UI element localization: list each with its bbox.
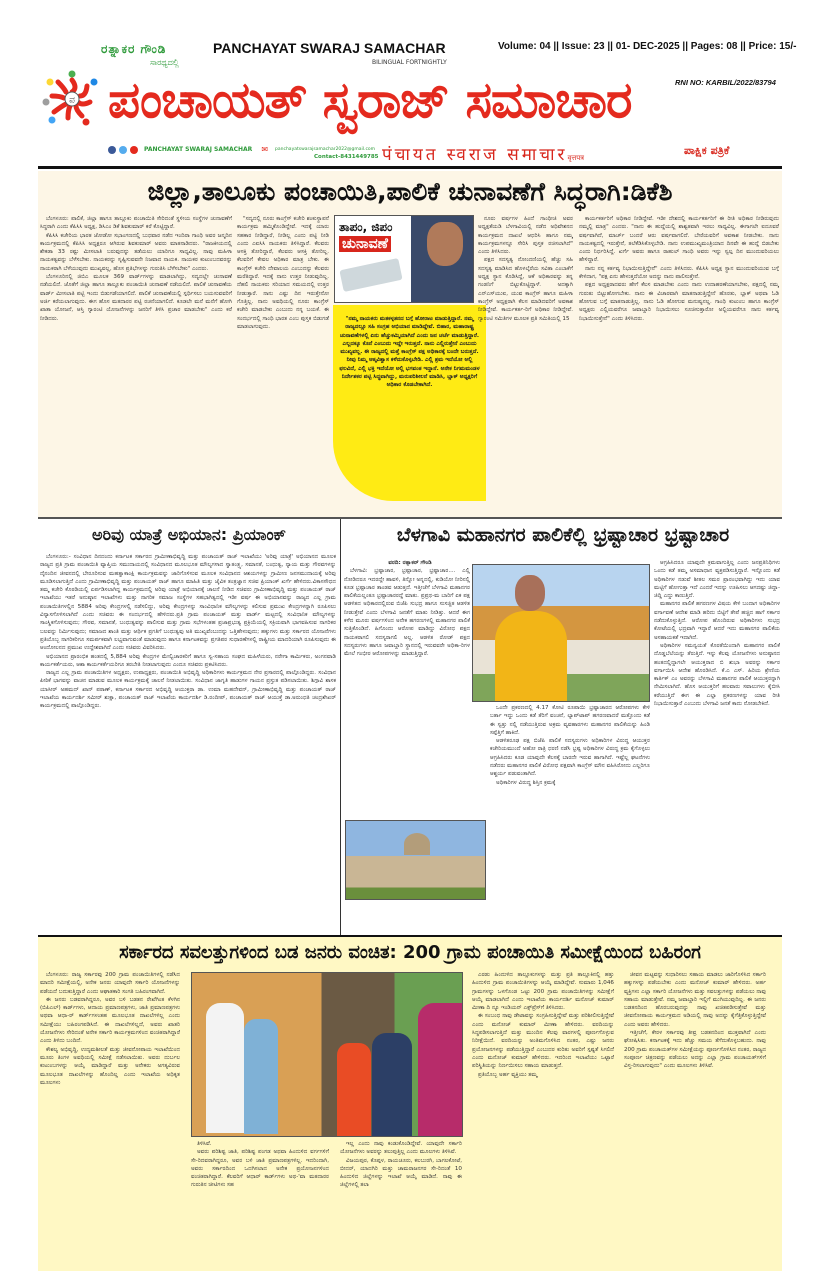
youtube-icon[interactable] xyxy=(130,146,138,154)
corporator-photo xyxy=(472,564,650,702)
email-address[interactable]: panchayatswarajsamachar2022@gmail.com xyxy=(275,147,376,152)
editor-name: ರತ್ನಾಕರ ಗೌಂಡಿ xyxy=(101,42,167,56)
editor-role: ಸಾರಥ್ಯದಲ್ಲಿ xyxy=(150,58,179,67)
dk-shivakumar-photo xyxy=(334,215,474,303)
woman-figure xyxy=(495,575,567,702)
man-pink-shirt xyxy=(418,1003,463,1137)
evm-graphic xyxy=(339,258,402,292)
social-handle: PANCHAYAT SWARAJ SAMACHAR xyxy=(144,146,253,153)
gmail-icon: ✉ xyxy=(261,145,269,154)
person-face xyxy=(427,222,463,266)
photo-caption-bottom: ಚುನಾವಣೆ xyxy=(339,236,391,252)
survey-column-5: ಜೀವನ ಮಟ್ಟವನ್ನು ಸುಧಾರಿಸಲು ಸಹಾಯ ಮಾಡಲು ಜಾರಿಗೊಳಿಸಿದ ಸರ್ಕಾರಿ ಹಕ್ಕುಗಳನ್ನು ಪಡೆಯಬೇಕು ಎಂದು ಮನೋಜ್ ಕುಮಾರ್ ಹೇಳಿದರು. ಅರ್ಹ ವ್ಯಕ್ತಿಗಳು ಎಲ್ಲಾ ಸರ್ಕಾರಿ ಯೋಜನೆಗಳು ಮತ್ತು ಸವಲತ್ತುಗಳನ್ನು ಪಡೆಯಲು ನಾವು ಸಹಾಯ ಮಾಡುತ್ತೇವೆ. ನಮ್ಮ ಜವಾಬ್ದಾರಿ ಇಲ್ಲಿಗೆ ಮುಗಿಯುವುದಿಲ್ಲ. ಈ ಜನರು ಬಡತನದಿಂದ ಹೊರಬರುವುದನ್ನು ನಾವು ಖಚಿತಪಡಿಸುತ್ತೇವೆ ಮತ್ತು ಜೀವನೋಪಾಯ ಕಾರ್ಯಕ್ರಮದ ಅಡಿಯಲ್ಲಿ ನಾವು ಅದನ್ನು ಕೈಗೆತ್ತಿಕೊಳ್ಳುತ್ತಿದ್ದೇವೆ ಎಂದು ಅವರು ಹೇಳಿದರು. ಇತ್ತೀಚೆಗೆ, ಕೇರಳ ಸರ್ಕಾರವು ತೀವ್ರ ಬಡತನದಿಂದ ಮುಕ್ತವಾಗಿದೆ ಎಂದು ಘೋಷಿಸಿತು. ಕರ್ನಾಟಕಕ್ಕೆ ಇದು ಹೆಚ್ಚು ಸಮಯ ತೆಗೆದುಕೊಳ್ಳಬಹುದು. ನಾವು 200 ಗ್ರಾಮ ಪಂಚಾಯತ್‌ಗಳ ಸಮೀಕ್ಷೆಯನ್ನು ಪೂರ್ಣಗೊಳಿಸಿದ ನಂತರ, ರಾಜ್ಯದ ಸಂಪೂರ್ಣ ಚಿತ್ರಣವನ್ನು ಪಡೆಯಲು ಅದನ್ನು ಎಲ್ಲಾ ಗ್ರಾಮ ಪಂಚಾಯತ್‌ಗಳಿಗೆ ವಿಸ್ತ-ರಿಸಲಾಗುವುದು" ಎಂದು ಮೂಲಗಳು ತಿಳಿಸಿವೆ. xyxy=(624,972,766,1070)
belagavi-headline: ಬೆಳಗಾವಿ ಮಹಾನಗರ ಪಾಲಿಕೆಲ್ಲಿ ಭ್ರಷ್ಟಾಚಾರ ಭ್ರಷ್ಟಾಚಾರ xyxy=(396,524,730,546)
logo-icon xyxy=(42,68,102,128)
man-white-shirt xyxy=(206,1003,244,1133)
arivu-article: ಬೆಂಗಳೂರು:- ಸಂವಿಧಾನ ದಿನದಂದು ಕರ್ನಾಟಕ ಸರ್ಕಾರದ ಗ್ರಾಮೀಣಾಭಿವೃದ್ಧಿ ಮತ್ತು ಪಂಚಾಯತ್ ರಾಜ್ ಇಲಾಖೆಯು 'ಅರಿವು ಯಾತ್ರೆ' ಅಭಿಯಾನದ ಮೂಲಕ ರಾಜ್ಯದ ಪ್ರತಿ ಗ್ರಾಮ ಪಂಚಾಯಿತಿ ವ್ಯಾಪ್ತಿಯ ಸಮುದಾಯದಲ್ಲಿ ಸಂವಿಧಾನದ ಮೂಲಭೂತ ಮೌಲ್ಯಗಳಾದ ಸ್ವಾತಂತ್ರ್ಯ, ಸಮಾನತೆ, ಬಂಧುತ್ವ, ನ್ಯಾಯ ಮತ್ತು ಗೌರವಗಳನ್ನು ದೈನಂದಿನ ಜೀವನದಲ್ಲಿ ಬೇರೂರಿಸುವ ಮಹತ್ವಾಕಾಂಕ್ಷಿ ಕಾರ್ಯಕ್ರಮವನ್ನು ಜಾರಿಗೊಳಿಸುವ ಮೂಲಕ ಸಂವಿಧಾನದ ಆಶಯಗಳನ್ನು ಗ್ರಾಮೀಣ ಜನಸಮುದಾಯಕ್ಕೆ ಅರಿವು ಮೂಡಿಸಲಾಗುತ್ತಿದೆ ಎಂದು ಗ್ರಾಮೀಣಾಭಿವೃದ್ಧಿ ಮತ್ತು ಪಂಚಾಯತ್ ರಾಜ್ ಹಾಗೂ ಮಾಹಿತಿ ಮತ್ತು ಜೈವಿಕ ತಂತ್ರಜ್ಞಾನ ಸಚಿವ ಪ್ರಿಯಾಂಕ್ ಖರ್ಗೆ ಹೇಳಿದರು.ವಿಕಾಸಸೌಧದ ತಮ್ಮ ಕಚೇರಿ ಕೊಠಡಿಯಲ್ಲಿ ಏರ್ಪಡಿಸಲಾಗಿದ್ದ ಕಾರ್ಯಕ್ರಮದಲ್ಲಿ ಅರಿವು ಯಾತ್ರೆ ಅಭಿಯಾನಕ್ಕೆ ಚಾಲನೆ ನೀಡಿದ ಸಚಿವರು ಗ್ರಾಮೀಣಾಭಿವೃದ್ಧಿ ಮತ್ತು ಪಂಚಾಯತ್ ರಾಜ್ ಇಲಾಖೆಯು ಇತರೆ ಅನುಷ್ಠಾನ ಇಲಾಖೆಗಳು ಮತ್ತು ನಾಗರಿಕ ಸಮಾಜ ಸಂಸ್ಥೆಗಳ ಸಹಭಾಗಿತ್ವದಲ್ಲಿ ಇಡೀ ವರ್ಷ ಈ ಅಭಿಯಾನವನ್ನು ರಾಜ್ಯದ ಎಲ್ಲ ಗ್ರಾಮ ಪಂಚಾಯಿತಿಗಳಲ್ಲಿನ 5884 ಅರಿವು ಕೇಂದ್ರಗಳಲ್ಲಿ ನಡೆಸಲಿದ್ದು, ಅರಿವು ಕೇಂದ್ರಗಳನ್ನು ಸಾಂವಿಧಾನಿಕ ಮೌಲ್ಯಗಳನ್ನು ಕಲಿಸುವ ಪ್ರಮುಖ ಕೇಂದ್ರಗಳನ್ನಾಗಿ ರೂಪಿಸಲು ವಿನ್ಯಾಸಗೊಳಿಸಲಾಗಿದೆ ಎಂದು ಸಚಿವರು ಈ ಸಂದರ್ಭದಲ್ಲಿ ಹೇಳಿದರು.ಪ್ರತಿ ಗ್ರಾಮ ಪಂಚಾಯತ್ ಮತ್ತು ವಾರ್ಡ್ ಮಟ್ಟದಲ್ಲಿ ಸಂವಿಧಾನಿಕ ಮೌಲ್ಯಗಳನ್ನು ಸಾಂಸ್ಥಿಕಗೊಳಿಸುವುದು; ಗೌರವ, ಸಮಾನತೆ, ಬಂಧುತ್ವವನ್ನು ಪಾಲಿಸುವ ಮತ್ತು ಗ್ರಾಮ ಸಭೆಗಳಂತಹ ಪ್ರಜಾಪ್ರಭುತ್ವ ಪ್ರಕ್ರಿಯೆಯಲ್ಲಿ ಸಕ್ರಿಯವಾಗಿ ಭಾಗವಹಿಸುವ ನಾಗರಿಕರ ಬಲವನ್ನು ನಿರ್ಮಿಸುವುದು; ಸಮಾಜದ ಶಾಂತಿ ಮತ್ತು ಆರ್ಥಿಕ ಪ್ರಗತಿಗೆ ಬಂಧುತ್ವವು ಅತಿ ಮುಖ್ಯವೆಂಬುದನ್ನು ಒತ್ತಿಹೇಳುವುದು; ಹಕ್ಕುಗಳು ಮತ್ತು ಸರ್ಕಾರದ ಯೋಜನೆಗಳು ಪ್ರತಿಯೊಬ್ಬ ನಾಗರಿಕರಿಗೂ ಸಮರ್ಪಕವಾಗಿ ಲಭ್ಯವಾಗುವಂತೆ ಮಾಡುವುದು ಹಾಗೂ ಕರ್ನಾಟಕವನ್ನು ಪ್ರಗತಿಪರ ಸುಧಾರಣೆಗಳಲ್ಲಿ ರಾಷ್ಟ್ರೀಯ ಮಾದರಿಯಾಗಿ ರೂಪಿಸುವುದು ಈ ಆಂದೋಲನದ ಪ್ರಮುಖ ಉದ್ದೇಶವಾಗಿದೆ ಎಂದು ಸಚಿವರು ವಿವರಿಸಿದರು. ಅಭಿಯಾನದ ಪ್ರಾರಂಭಿಕ ಹಂತದಲ್ಲಿ 5,884 ಅರಿವು ಕೇಂದ್ರಗಳ ಮೇಲ್ವಿಚಾರಕರಿಗೆ ಹಾಗೂ ಸ್ವ-ಸಹಾಯ ಸಂಘದ ಮಹಿಳೆಯರು, ನರೇಗಾ ಕಾರ್ಮಿಕರು, ಅಂಗನವಾಡಿ ಕಾರ್ಯಕರ್ತೆಯರು, ಆಶಾ ಕಾರ್ಯಕರ್ತೆಯರಿಗೂ ತರಬೇತಿ ನೀಡಲಾಗುವುದು ಎಂದೂ ಸಚಿವರು ಪ್ರಕಟಿಸಿದರು. ರಾಜ್ಯದ ಎಲ್ಲ ಗ್ರಾಮ ಪಂಚಾಯಿತಿಗಳ ಅಧ್ಯಕ್ಷರು, ಉಪಾಧ್ಯಕ್ಷರು, ಪಂಚಾಯಿತಿ ಅಭಿವೃದ್ಧಿ ಅಧಿಕಾರಿಗಳು ಕಾರ್ಯಕ್ರಮದ ನೇರ ಪ್ರಸಾರದಲ್ಲಿ ಪಾಲ್ಗೊಂಡಿದ್ದರು. ಸಂವಿಧಾನ ಪೀಠಿಕೆ ಭಾಗವನ್ನು ವಾಚನ ಮಾಡುವ ಮೂಲಕ ಕಾರ್ಯಕ್ರಮಕ್ಕೆ ಚಾಲನೆ ನೀಡಲಾಯಿತು. ಸಂವಿಧಾನ ಜಾಗೃತಿ ಹಾಡುಗಳ ಗಾಯನ ಪ್ರಸ್ತುತ ಪಡಿಸಲಾಯಿತು. ಶಿಗ್ಗಾವಿ ಶಾಸಕ ಯಾಸೀರ್ ಅಹಮದ್ ಖಾನ್ ಪಠಾಣ್, ಕರ್ನಾಟಕ ಸರ್ಕಾರದ ಅಭಿವೃದ್ಧಿ ಆಯುಕ್ತರಾ ಡಾ. ಉಮಾ ಮಹದೇವನ್, ಗ್ರಾಮೀಣಾಭಿವೃದ್ಧಿ ಮತ್ತು ಪಂಚಾಯತ್ ರಾಜ್ ಇಲಾಖೆಯ ಕಾರ್ಯದರ್ಶಿ ಸಮೀರ್ ಶುಕ್ಲಾ, ಪಂಚಾಯತ್ ರಾಜ್ ಇಲಾಖೆಯ ಕಾರ್ಯದರ್ಶಿ ಡಿ.ರಂದೀಪ್, ಪಂಚಾಯತ್ ರಾಜ್ ಆಯುಕ್ತೆ ಡಾ.ಅರುಂಧತಿ ಚಂದ್ರಶೇಖರ್ ಕಾರ್ಯಕ್ರಮದಲ್ಲಿ ಪಾಲ್ಗೊಂಡಿದ್ದರು. xyxy=(40,554,336,710)
social-links xyxy=(108,145,375,154)
vidhana-soudha-photo xyxy=(345,820,486,900)
belagavi-column-2: ಒಂದೇ ಪ್ರಕರಣದಲ್ಲಿ 4.17 ಕೋಟಿ ರೂಪಾಯಿ ಭ್ರಷ್ಟಾಚಾರದ ಆರೋಪಗಳು ಕೇಳಿ ಬರ್ತಾ ಇದ್ದು ಒಂದು ಕಡೆ ತೆರಿಗೆ ವಂಚನೆ, ಲ್ಯಾಪ್‌ಟಾಪ್ ಹಗರಣವಾದರೆ ಮತ್ತೊಂದು ಕಡೆ ಈ ಸ್ವತ್ತು ನಲ್ಲಿ ನಡೆಯುತ್ತಿರುವ ಅಕ್ರಮ ವ್ಯವಹಾರಗಳು ಮಹಾನಗರ ಪಾಲಿಕೆಯನ್ನು ಹಿಂಡಿ ಸಪ್ಪೆತ್ತಿಗೆ ಹಾಕಿದೆ. ಆಡಳಿತರೂಢ ಪಕ್ಷ ಬಿಜೆಪಿ ಪಾಲಿಕೆ ಸದಸ್ಯರುಗಳು ಅಧಿಕಾರಿಗಳ ವಿರುದ್ಧ ಆಯುಕ್ತರ ಕಚೇರಿಯಮುಂದೆ ಅಹೋ ರಾತ್ರಿ ಧರಣಿ ನಡೆಸಿ ಭ್ರಷ್ಟ ಅಧಿಕಾರಿಗಳ ವಿರುದ್ಧ ಕ್ರಮ ಕೈಗೊಳ್ಳಲು ಆಗ್ರಹಿಸಿದರು ಕೂಡ ಯಾವುದೇ ಕೆಲಸಕ್ಕೆ ಬಾರದೇ ಇರುವ ಹಾಗಾಗಿದೆ. ಇಷ್ಟೆಲ್ಲ ಘಟನೆಗಳು ನಡೆದರು ಮಹಾನಗರ ಪಾಲಿಕೆ ವಿರೋಧ ಪಕ್ಷವಾಗಿ ಕಾಂಗ್ರೆಸ್ ಮೌನ ವಹಿಸಿರೋದು ಎಲ್ಲರಿಗೂ ಆಶ್ಚರ್ಯ ಪಡುವಂತಾಗಿದೆ. ಅಧಿಕಾರಿಗಳ ವಿರುದ್ಧ ಶಿಸ್ತಿನ ಕ್ರಮಕ್ಕೆ xyxy=(490,705,650,786)
pull-quote: "ನಮ್ಮ ನಾಯಕರು ಮತಕಳ್ಳತನದ ಬಗ್ಗೆ ಹೋರಾಟ ಮಾಡುತ್ತಿದ್ದಾರೆ. ನಮ್ಮ ರಾಜ್ಯದಲ್ಲೂ ಸಹಿ ಸಂಗ್ರಹ ಅಭಿಯಾನ ಮಾಡಿದ್ದೇವೆ. ಬಿಹಾರ, ಮಹಾರಾಷ್ಟ್ರ ಚುನಾವಣೆಗಳಲ್ಲಿ ಏನು ಹೆಚ್ಚುಕಮ್ಮಿಯಾಗಿದೆ ಎಂದು ಜನ ಚರ್ಚೆ ಮಾಡುತ್ತಿದ್ದಾರೆ. ಎಲ್ಲದಕ್ಕೂ ಕೊನೆ ಎಂಬುದು ಇದ್ದೇ ಇರುತ್ತದೆ. ನಾನು ಎಲ್ಲಿರುತ್ತೇನೆ ಎಂಬುದು ಮುಖ್ಯವಲ್ಲ. ಈ ರಾಜ್ಯದಲ್ಲಿ ಮತ್ತೆ ಕಾಂಗ್ರೆಸ್ ಪಕ್ಷ ಅಧಿಕಾರಕ್ಕೆ ಬಂದೇ ಬರುತ್ತದೆ. ನೀವು ನಿಮ್ಮ ಆತ್ಮವಿಶ್ವಾಸ ಕಳೆದುಕೊಳ್ಳಬೇಡಿ. ಎಲ್ಲಿ ಶ್ರಮ ಇದೆಯೋ ಅಲ್ಲಿ ಫಲವಿದೆ, ಎಲ್ಲಿ ಭಕ್ತಿ ಇದೆಯೋ ಅಲ್ಲಿ ಭಗವಂತ ಇದ್ದಾನೆ. ಅನೇಕ ನಿಗಮಮಂಡಳ ನಿರ್ದೇಶಕರ ಪಟ್ಟಿ ಸಿದ್ಧವಾಗಿದ್ದು, ಮರುಪರಿಶೀಲನೆ ಮಾಡಿಸಿ, ಬ್ಲಾಕ್ ಅಧ್ಯಕ್ಷರಿಗೆ ಅಧಿಕಾರ ಕೊಡಬೇಕಾಗಿದೆ. xyxy=(333,305,486,501)
issue-info: Volume: 04 || Issue: 23 || 01- DEC-2025 || Pages: 08 || Price: 15/- xyxy=(498,41,797,52)
kannada-masthead-title: ಪಂಚಾಯತ್ ಸ್ವರಾಜ್ ಸಮಾಚಾರ xyxy=(108,71,632,129)
contact-number: Contact-8431449785 xyxy=(314,154,379,160)
survey-headline: ಸರ್ಕಾರದ ಸವಲತ್ತುಗಳಿಂದ ಬಡ ಜನರು ವಂಚಿತ: 200 ಗ್ರಾಮ ಪಂಚಾಯಿತಿ ಸಮೀಕ್ಷೆಯಿಂದ ಬಹಿರಂಗ xyxy=(119,942,701,963)
survey-column-2: ತಿಳಿಸಿವೆ. ಅವರು ಪರಿಶಿಷ್ಟ ಜಾತಿ, ಪರಿಶಿಷ್ಟ ಪಂಗಡ ಅಥವಾ ಹಿಂದುಳಿದ ವರ್ಗಗಳಿಗೆ ಸೇ-ರಿದವರಾಗಿದ್ದರೂ, ಅವರ ಬಳಿ ಜಾತಿ ಪ್ರಮಾಣಪತ್ರಗಳಿಲ್ಲ. ಇದರಿಂದಾಗಿ, ಅವರು ಸರ್ಕಾರದಿಂದ ಒದಗಿಸಲಾದ ಅನೇಕ ಪ್ರಯೋಜನಗಳಿಂದ ವಂಚಿತರಾಗಿದ್ದಾರೆ. ಕೆಲವರಿಗೆ ಆಧಾರ್ ಕಾರ್ಡ್‌ಗಳು ಅಥ-'ವಾ ಮತದಾರರ ಗುರುತಿನ ಚೀಟಿಗಳು ಸಹ xyxy=(191,1141,329,1189)
lead-column-3: ನೂರು ವರ್ಷಗಳ ಹಿಂದೆ ಗಾಂಧೀಜಿ ಅವರ ಅಧ್ಯಕ್ಷತೆಯಡಿ ಬೆಳಗಾವಿಯಲ್ಲಿ ನಡೆದ ಅಧಿವೇಶನದ ಕಾರ್ಯಕ್ರಮದ ದಾಖಲೆ ಆಧರಿಸಿ ಹಾಗೂ ನಮ್ಮ ಕಾರ್ಯಕ್ರಮಗಳನ್ನೂ ಸೇರಿಸಿ ಪುಸ್ತಕ ರಚಿಸಲಾಗಿದೆ" ಎಂದು ತಿಳಿಸಿದರು. ಪಕ್ಷದ ಸದಸ್ಯತ್ವ ನೋಂದಣಿಯಲ್ಲಿ ಹೆಚ್ಚು ಸಹಿ ಸದಸ್ಯತ್ವ ಮಾಡಿಸಿದ ಹೊಳಲ್ಕೆರೆಯ ಸವಿತಾ ಎಂಬಾಕೆಗೆ ಅಧ್ಯಕ್ಷ ಸ್ಥಾನ ಕೊಡಿಸಿದ್ದೆ, ಆಕೆ ಅಧಿಕಾರವನ್ನು ತನ್ನ ಗಂಡನಿಗೆ ಬಿಟ್ಟುಕೊಟ್ಟಿದ್ದಾಳೆ. ಅದಕ್ಕಾಗಿ ಎನ್‌ಎಸ್‌ಯುಐ, ಯುವ ಕಾಂಗ್ರೆಸ್ ಹಾಗೂ ಮಹಿಳಾ ಕಾಂಗ್ರೆಸ್ ಅಧ್ಯಕ್ಷರಾಗಿ ಕೆಲಸ ಮಾಡಿದವರಿಗೆ ಅವಕಾಶ ನೀಡಿದ್ದೇವೆ. ಕಾರ್ಯಕರ್ತ-ರಿಗೆ ಅಧಿಕಾರ ನೀಡಿದ್ದೇವೆ. ಗ್ಯಾರಂಟಿ ಸಮಿತಿಗಳ ಮೂಲಕ ಪ್ರತಿ ಸಮಿತಿಯಲ್ಲಿ 15 xyxy=(478,216,573,322)
woman-blue-saree xyxy=(372,1033,412,1137)
byline: ವರದಿ: ರತ್ನಾಕರ್ ಗೌಂಡಿ xyxy=(388,560,432,566)
survey-story xyxy=(38,937,782,1271)
arivu-headline: ಅರಿವು ಯಾತ್ರೆ ಅಭಿಯಾನ: ಪ್ರಿಯಾಂಕ್ xyxy=(92,525,286,544)
dome-shape xyxy=(404,833,430,855)
survey-column-1: ಬೆಂಗಳೂರು: ರಾಜ್ಯ ಸರ್ಕಾರವು 200 ಗ್ರಾಮ ಪಂಚಾಯಿತಿಗಳಲ್ಲಿ ನಡೆಸಿದ ಮಾದರಿ ಸಮೀಕ್ಷೆಯಲ್ಲಿ, ಅನೇಕ ಜನರು ಯಾವುದೇ ಸರ್ಕಾರಿ ಯೋಜನೆಗಳನ್ನು ಪಡೆಯದೆ ಬದುಕುತ್ತಿದ್ದಾರೆ ಎಂದು ಆಘಾತಕಾರಿ ಸಂಗತಿ ಬಹಿರಂಗವಾಗಿದೆ. ಈ ಜನರು ಬಡವರಾಗಿದ್ದರೂ, ಅವರ ಬಳಿ ಬಡತನ ರೇಖೆಗಿಂತ ಕೆಳಗಿನ (ಬಿಪಿಎಲ್) ಕಾರ್ಡ್‌ಗಳು, ಆದಾಯ ಪ್ರಮಾಣಪತ್ರಗಳು, ಜಾತಿ ಪ್ರಮಾಣಪತ್ರಗಳು ಅಥವಾ ಆಧಾ-ರ್ ಕಾರ್ಡ್‌ಗಳಂತಹ ಮೂಲಭೂತ ದಾಖಲೆಗಳಿಲ್ಲ ಎಂದು ಸಮೀಕ್ಷೆಯು ಬಹಿರಂಗಪಡಿಸಿದೆ. ಈ ದಾಖಲೆಗಳಿಲ್ಲದೆ, ಅವರು ಖಾತರಿ ಯೋಜನೆಗಳು ಸೇರಿದಂತೆ ಅನೇಕ ಸರ್ಕಾರಿ ಕಾರ್ಯಕ್ರಮಗಳಿಂದ ವಂಚಿತರಾಗಿದ್ದಾರೆ ಎಂದು ತಿಳಿದು ಬಂದಿದೆ. ಕೌಶಲ್ಯ ಅಭಿವೃದ್ಧಿ, ಉದ್ಯಮಶೀಲತೆ ಮತ್ತು ಜೀವನೋಪಾಯ ಇಲಾಖೆಯಿಂದ ಮೂರು ತಿಂಗಳ ಅವಧಿಯಲ್ಲಿ ಸಮೀಕ್ಷೆ ನಡೆಸಲಾಯಿತು. ಅವರು ದುರ್ಬಲ ಕುಟುಂಬಗಳನ್ನು ಆಯ್ಕೆ ಮಾಡಿದ್ದಾರೆ ಮತ್ತು ಅನೇಕರು ಅಗತ್ಯವಿರುವ ಮೂಲಭೂತ ದಾಖಲೆಗಳನ್ನು ಹೊಂದಿಲ್ಲ ಎಂದು ಇಲಾಖೆಯ ಅಧಿಕೃತ ಮೂಲಗಳು xyxy=(40,972,180,1086)
lead-column-4: ಕಾರ್ಯಕರ್ತರಿಗೆ ಅಧಿಕಾರ ನೀಡಿದ್ದೇವೆ. ಇಡೀ ದೇಶದಲ್ಲಿ ಕಾರ್ಯಕರ್ತರಿಗೆ ಈ ರೀತಿ ಅಧಿಕಾರ ನೀಡಿರುವುದು ನಮ್ಮಲ್ಲಿ ಮಾತ್ರ" ಎಂದರು. "ನಾನು ಈ ಹುದ್ದೆಯಲ್ಲಿ ಶಾಶ್ವತವಾಗಿ ಇರಲು ಸಾಧ್ಯವಿಲ್ಲ. ಈಗಾಗಲೇ ಐದೂವರೆ ವರ್ಷವಾಗಿದೆ, ಮಾರ್ಚ್ ಬಂದರೆ ಆರು ವರ್ಷವಾಗಲಿದೆ. ಬೇರೆಯವರಿಗೆ ಅವಕಾಶ ನೀಡಬೇಕು. ನಾನು ನಾಯಕತ್ವದಲ್ಲಿ ಇರುತ್ತೇನೆ, ತಲೆಕೆಡಿಸಿಕೊಳ್ಳಬೇಡಿ. ನಾನು ಉಪಮುಖ್ಯಮಂತ್ರಿಯಾದ ದಿನವೇ ಈ ಹುದ್ದೆ ಬಿಡಬೇಕು ಎಂದು ನಿರ್ಧರಿಸಿದ್ದೆ. ಖರ್ಗೆ ಅವರು ಹಾಗೂ ರಾಹುಲ್ ಗಾಂಧಿ ಅವರು ಇನ್ನು ಸ್ವಲ್ಪ ದಿನ ಮುಂದುವರಿಯಲು ಹೇಳಿದ್ದಾರೆ. ನಾನು ನನ್ನ ಕರ್ತವ್ಯ ನಿಭಾಯಿಸುತ್ತಿದ್ದೇನೆ" ಎಂದು ತಿಳಿಸಿದರು. ಕೆಪಿಸಿಸಿ ಅಧ್ಯಕ್ಷ ಸ್ಥಾನ ಮುಂದುವರಿಯುವ ಬಗ್ಗೆ ಕೇಳಿದಾಗ, "ಪಕ್ಷ ಏನು ಹೇಳುತ್ತದೆಯೋ ಅದನ್ನು ನಾನು ಪಾಲಿಸುತ್ತೇನೆ. ಪಕ್ಷದ ಅಧ್ಯಕ್ಷರಾದವರು ಹೇಗೆ ಕೆಲಸ ಮಾಡಬೇಕು ಎಂದು ನಾನು ಉದಾಹರಣೆಯಾಗಬೇಕು, ಪಕ್ಷದಲ್ಲಿ ನಮ್ಮ ಗುರುತು ಬಿಟ್ಟುಹೋಗಬೇಕು. ನಾನು ಈ ವಿಚಾರವಾಗಿ ಮಾತನಾಡುತ್ತಿದ್ದೇನೆ ಹೊರತು, ಬ್ಲಾಕ್ ಅಥವಾ ಓಡಿ ಹೋಗುವ ಬಗ್ಗೆ ಮಾತನಾಡುತ್ತಿಲ್ಲ. ನಾನು ಓಡಿ ಹೋಗುವ ಮನುಷ್ಯನಲ್ಲ. ಗಾಂಧಿ ಕುಟುಂಬ ಹಾಗೂ ಕಾಂಗ್ರೆಸ್ ಅಧ್ಯಕ್ಷರು ಎಲ್ಲಿಯವರೆಗೂ ಜವಾಬ್ದಾರಿ ನಿಭಾಯಿಸಲು ಸೂಚಿಸುತ್ತಾರೋ ಅಲ್ಲಿಯವರೆಗೂ ನಾನು ಕರ್ತವ್ಯ ನಿಭಾಯಿಸುತ್ತೇನೆ" ಎಂದು ತಿಳಿಸಿದರು. xyxy=(579,216,779,322)
masthead-rule xyxy=(38,166,782,169)
survey-photo xyxy=(191,972,463,1137)
lead-headline: ಜಿಲ್ಲಾ,ತಾಲೂಕು ಪಂಚಾಯಿತಿ,ಪಾಲಿಕೆ ಚುನಾವಣೆಗೆ ಸಿದ್ಧರಾಗಿ:ಡಿಕೆಶಿ xyxy=(147,177,673,206)
fortnightly-label: ಪಾಕ್ಷಿಕ ಪತ್ರಿಕೆ xyxy=(684,144,730,157)
facebook-icon[interactable] xyxy=(108,146,116,154)
column-divider xyxy=(340,519,341,937)
lead-story xyxy=(38,171,782,517)
masthead xyxy=(38,38,797,166)
survey-column-3: ಇಲ್ಲ ಎಂದು ನಾವು ಕಂಡುಕೊಂಡಿದ್ದೇವೆ. ಯಾವುದೇ ಸರ್ಕಾರಿ ಯೋಜನೆಗಳು ಅವರನ್ನು ತಲುಪುತ್ತಿಲ್ಲ ಎಂದು ಮೂಲಗಳು ತಿಳಿಸಿವೆ. ವಿಜಯಪುರ, ಕೊಪ್ಪಳ, ರಾಯಚೂರು, ಕಲಬುರಗಿ, ಬಾಗಲಕೋಟೆ, ಬೀದರ್, ಯಾದಗಿರಿ ಮತ್ತು ಚಾಮರಾಜನಗರ ಸೇ-ರಿದಂತೆ 10 ಹಿಂದುಳಿದ ಜಿಲ್ಲೆಗಳನ್ನು ಇಲಾಖೆ ಆಯ್ಕೆ ಮಾಡಿದೆ. ನಾವು ಈ ಜಿಲ್ಲೆಗಳಲ್ಲಿ ತಲಾ xyxy=(340,1141,462,1189)
english-title: PANCHAYAT SWARAJ SAMACHAR xyxy=(213,40,446,56)
middle-section xyxy=(38,519,782,937)
belagavi-column-1: ವರದಿ: ರತ್ನಾಕರ್ ಗೌಂಡಿ ಬೆಳಗಾವಿ: ಭ್ರಷ್ಟಾಚಾರ, ಭ್ರಷ್ಟಾಚಾರ, ಭ್ರಷ್ಟಾಚಾರ.... ಎಲ್ಲಿ ನೋಡಿದರೂ ಇದರದ್ದೇ ಹಾವಳಿ, ತಿನ್ನೋ ಅನ್ನದಲ್ಲಿ, ಕುಡಿಯೋ ನೀರಿನಲ್ಲಿ ಕೂಡ ಭ್ರಷ್ಟಾಚಾರ ತಾಂಡವ ಆಡುತ್ತದೆ. ಇತ್ತೀಚೆಗೆ ಬೆಳಗಾವಿ ಮಹಾನಗರ ಪಾಲಿಕೆಯಲ್ಲಂತೂ ಭ್ರಷ್ಟಾಚಾರರದ್ದೆ ಮಾತು. ಪ್ರಪ್ರಥ-ಮ ಬಾರಿಗೆ ಏಕ ಪಕ್ಷ ಆಡಳಿತದ ಅಧಿಕಾರದಲ್ಲಿರುವ ಬಿಜೆಪಿ ಸುಭದ್ರ ಹಾಗೂ ಸುಸಜ್ಜಿತ ಆಡಳಿತ ನೀಡುತ್ತೇವೆ ಎಂದು ಬೆಳಗಾವಿ ಜನತೆಗೆ ಮಾತು ನೀಡಿತ್ತು. ಆದರೆ ಈಗ ಕಳೆದ ಮೂರು ವರ್ಷಗಳಿಂದ ಅನೇಕ ಹಗರಣಗಳಲ್ಲಿ ಮಹಾನಗರ ಪಾಲಿಕೆ ಸುತ್ತಿಕೊಂಡಿದೆ. ಹಿಗೊಂದು ಆರೋಪ ಮಾಡಿದ್ದು ವಿರೋಧ ಪಕ್ಷದ ನಾಯಕರಾಗಲಿ ಸದಸ್ಯರಾಗಲಿ ಅಲ್ಲ. ಆಡಳಿತ ರೋಡ್ ಪಕ್ಷದ ಸದಸ್ಯರುಗಳು ಹಾಗೂ ಜವಾಬ್ದಾರಿ ಸ್ಥಾನದಲ್ಲಿ ಇರುವವರೇ ಅಧಿಕಾ-ರಿಗಳ ಮೇಲೆ ಗಂಭೀರ ಆರೋಪಗಳನ್ನು ಮಾಡುತ್ತಿದ್ದಾರೆ. xyxy=(344,560,470,658)
woman-red-saree xyxy=(337,1043,371,1137)
man-blue-shirt xyxy=(244,1019,278,1134)
lead-column-1: ಬೆಂಗಳೂರು: ಪಾಲಿಕೆ, ಜಿಲ್ಲಾ ಹಾಗೂ ತಾಲ್ಲೂಕು ಪಂಚಾಯಿತಿ ಸೇರಿದಂತೆ ಸ್ಥಳೀಯ ಸಂಸ್ಥೆಗಳ ಚುನಾವಣೆಗೆ ಸಿದ್ಧರಾಗಿ ಎಂದು ಕೆಪಿಸಿಸಿ ಅಧ್ಯಕ್ಷ, ಡಿಸಿಎಂ ಡಿಕೆ ಶಿವಕುಮಾರ್ ಕರೆ ಕೊಟ್ಟಿದ್ದಾರೆ. ಕೆಪಿಸಿಸಿ ಕಚೇರಿಯ ಭಾರತ ಜೋಡೋ ಸಭಾಂಗಣದಲ್ಲಿ ಬುಧವಾರ ನಡೆದ ಇಂದಿರಾ ಗಾಂಧಿ ಅವರ ಜನ್ಮದಿನ ಕಾರ್ಯಕ್ರಮದಲ್ಲಿ ಕೆಪಿಸಿಸಿ ಅಧ್ಯಕ್ಷರೂ ಆಗಿರುವ ಶಿವಕುಮಾರ್ ಅವರು ಮಾತನಾಡಿದರು. "ರಾಜಕೀಯದಲ್ಲಿ ಶೇಕಡಾ 33 ರಷ್ಟು ಮೀಸಲಾತಿ ಬರುವುದನ್ನು ತಡೆಯಲು ಯಾರಿಗೂ ಸಾಧ್ಯವಿಲ್ಲ. ನಾವು ಮಹಿಳಾ ನಾಯಕತ್ವವನ್ನು ಬೆಳೆಸಬೇಕು. ನಾಯಕರನ್ನು ಸೃಷ್ಟಿಸುವವನೇ ನಿಜವಾದ ನಾಯಕ. ನಾಯಕರ ಕುಟುಂಬದವರನ್ನು ನಾಯಕರಾಗಿ ಬೆಳೆಯುವುದು ಮುಖ್ಯವಲ್ಲ, ಹೊಸ ಪ್ರತಿಭೆಗಳನ್ನು ಗುರುತಿಸಿ ಬೆಳೆಸಬೇಕು" ಎಂದರು. ಬೆಂಗಳೂರಿನಲ್ಲಿ ಜಿಬಿಎ ಮೂಲಕ 369 ವಾರ್ಡ್‌ಗಳನ್ನು ಮಾಡಲಾಗಿದ್ದು, ಸದ್ಯದಲ್ಲೇ ಚುನಾವಣೆ ನಡೆಯಲಿದೆ. ಜೊತೆಗೆ ಜಿಲ್ಲಾ ಹಾಗೂ ತಾಲ್ಲೂಕು ಪಂಚಾಯಿತಿ ಚುನಾವಣೆ ನಡೆಯಲಿದೆ. ಪಾಲಿಕೆ ಚುನಾವಣೆಯ ವಾರ್ಡ್ ಮೀಸಲಾತಿ ಪಟ್ಟಿ ಇಂದು ಬಿಡುಗಡೆಯಾಗಲಿದೆ. ಪಾಲಿಕೆ ಚುನಾವಣೆಯಲ್ಲಿ ಸ್ಪರ್ಧಿಸಲು ಬಯಸುವವರಿಗೆ ಅರ್ಜಿ ಕರೆಯಲಾಗುವುದು. ಈಗ ಹೊಸ ಮತದಾರರ ಪಟ್ಟಿ ರಚನೆಯಾಗಲಿದೆ. ಕೂಡಲೇ ಮನೆ ಮನೆಗೆ ಹೋಗಿ ಖಾತಾ ಯೋಜನೆ, ಆಸ್ತಿ ಗ್ಯಾರಂಟಿ ಯೋಜನೆಗಳನ್ನು ಜನರಿಗೆ ತಿಳಿಸಿ ಪ್ರಚಾರ ಮಾಡಬೇಕು" ಎಂದು ಕರೆ ನೀಡಿದರು. xyxy=(40,216,232,322)
belagavi-column-3: ಆಗ್ರಹಿಸಿದರೂ ಯಾವುದೇ ಕ್ರಮವಾಗುತ್ತಿಲ್ಲ ಎಂದು ಜನಪ್ರತಿನಿಧಿಗಳು ಒಂದು ಕಡೆ ತಮ್ಮ ಅಸಮಾಧಾನ ವ್ಯಕ್ತಪಡಿಸುತ್ತಿದ್ದಾರೆ. ಇನ್ನೊಂದು ಕಡೆ ಅಧಿಕಾರಿಗಳ ನಡುವೆ ಶೀತಲ ಸಮರ ಪ್ರಾರಂಭವಾಗಿದ್ದು ಇದು ಯಾವ ಮಟ್ಟಿಗೆ ಹೋಗುತ್ತಾ ಇದೆ ಎಂದರೆ ಇದನ್ನು ಊಹಿಸಲು ಆಗದಷ್ಟು ಜಿದ್ದಾ- ಜಿದ್ದಿ ಎದ್ದು ಕಾಣುತ್ತಿದೆ. ಮಹಾನಗರ ಪಾಲಿಕೆ ಹಗರಣಗಳ ವಿಷಯ ಕೇಳಿ ಬಂದಾಗ ಅಧಿಕಾರಿಗಳ ವರ್ಗಾವಣೆ ಆದೇಶ ಮಾಡಿ ಹರಿದು ಬಿಟ್ಟಿಗೆ ತೇಪೆ ಹಚ್ಚಿದ ಹಾಗೆ ಸರ್ಕಾರ ನಡೆದುಕೊಳ್ಳುತ್ತಿದೆ. ಆರೋಪ ಹೊಂದಿರುವ ಅಧಿಕಾರಿಗಳು ಸುಭದ್ರ ಕೋಟೆಯಲ್ಲಿ ಭದ್ರವಾಗಿ ಇದ್ದಾರೆ ಆದರೆ ಇದು ಮಹಾನಗರ ಪಾಲಿಕೆಯ ಅಸಹಾಯಕತೆ ಇದಾಗಿದೆ. ಅಧಿಕಾರಿಗಳ ಸಮನ್ವಯತೆ ಕೊರತೆಯಿಂದಾಗಿ ಮಹಾನಗರ ಪಾಲಿಕೆ ದೊಡ್ಡಬೆಲೆಯನ್ನು ತೆರುತ್ತಿದೆ. ಇನ್ನು ಕೆಲವು ಯೋಜನೆಗಳು ಅನುಷ್ಠಾನದ ಹಂತದಲ್ಲಿದ್ದಾಗಲೇ ಆಯುಕ್ತರಾದ ಬಿ ಶುಭಾ ಅವರನ್ನು ಸರ್ಕಾರ ವರ್ಗಾಯಿಸಿ ಆದೇಶ ಹೊರಡಿಸಿದೆ. ಕೆ.ಎ ಎಸ್. ಹಿರಿಯ ಶ್ರೇಣಿಯ ಕಾರ್ತಿಕ್ ಎಂ ಅವರನ್ನು ಬೆಳಗಾವಿ ಮಹಾನಗರ ಪಾಲಿಕೆ ಆಯುಕ್ತರನ್ನಾಗಿ ನೇಮಿಸಲಾಗಿದೆ. ಹೊಸ ಆಯುಕ್ತರಿಗೆ ಹಲವಾರು ಸವಾಲುಗಳು ಕೈಬೀಸಿ ಕರೆಯುತ್ತಿದೆ ಈಗ ಈ ಎಲ್ಲಾ ಪ್ರಕರಣಗಳನ್ನು ಯಾವ ರೀತಿ ನಿಭಾಯಿಸುತ್ತಾರೆ ಎಂಬುದು ಬೆಳಗಾವಿ ಜನತೆ ಕಾದು ನೋಡಬೇಕಿದೆ. xyxy=(654,560,780,708)
english-subtitle: BILINGUAL FORTNIGHTLY xyxy=(372,59,447,66)
survey-column-4: ಎರಡು ಹಿಂದುಳಿದ ತಾಲ್ಲೂಕುಗಳನ್ನು ಮತ್ತು ಪ್ರತಿ ತಾಲ್ಲೂಕಿನಲ್ಲಿ ಹತ್ತು ಹಿಂದುಳಿದ ಗ್ರಾಮ ಪಂಚಾಯಿತಿಗಳನ್ನು ಆಯ್ಕೆ ಮಾಡಿದ್ದೇವೆ. ಸುಮಾರು 1,046 ಗ್ರಾಮಗಳನ್ನು ಒಳಗೊಂಡ ಒಟ್ಟು 200 ಗ್ರಾಮ ಪಂಚಾಯಿತಿಗಳನ್ನು ಸಮೀಕ್ಷೆಗೆ ಆಯ್ಕೆ ಮಾಡಲಾಗಿದೆ ಎಂದು ಇಲಾಖೆಯ ಕಾರ್ಯದರ್ಶಿ ಮನೋಜ್ ಕುಮಾರ್ ಮೀಣಾ ದಿ ನ್ಯೂ ಇಂಡಿಯನ್ ಎಕ್ಸ್‌ಪ್ರೆಸ್‌ಗೆ ತಿಳಿಸಿದರು. ಈ ಸಂಬಂಧ ನಾವು ಡೇಟಾವನ್ನು ಸಂಗ್ರಹಿಸುತ್ತಿದ್ದೇವೆ ಮತ್ತು ಪರಿಶೀಲಿಸುತ್ತಿದ್ದೇವೆ ಎಂದು ಮನೋಜ್ ಕುಮಾರ್ ಮೀಣಾ ಹೇಳಿದರು. ವರದಿಯನ್ನು ಸಿದ್ಧಪಡಿಸಲಾಗುತ್ತಿದೆ ಮತ್ತು ಮುಂದಿನ ಕೆಲವು ವಾರಗಳಲ್ಲಿ ಪೂರ್ಣಗೊಳ್ಳುವ ನಿರೀಕ್ಷೆಯಿದೆ. ವರದಿಯನ್ನು ಅಂತಿಮಗೊಳಿಸಿದ ನಂತರ, ಎಷ್ಟು ಜನರು ಪ್ರಯೋಜನಗಳನ್ನು ಪಡೆಯುತ್ತಿದ್ದಾರೆ ಎಂಬುದರ ಕುರಿತು ಅವರಿಗೆ ಸ್ಪಷ್ಟತೆ ಸಿಗಲಿದೆ ಎಂದು ಮನೋಜ್ ಕುಮಾರ್ ಹೇಳಿದರು. ಇದರಿಂದ ಇಲಾಖೆಯು ಒಟ್ಟಾರೆ ಪರಿಸ್ಥಿತಿಯನ್ನು ನಿರ್ಣಯಿಸಲು ಸಹಾಯ ಮಾಡುತ್ತದೆ. ಪ್ರತಿಯೊಬ್ಬ ಅರ್ಹ ವ್ಯಕ್ತಿಯು ತಮ್ಮ xyxy=(472,972,614,1078)
lead-column-2: "ಸದ್ಯದಲ್ಲಿ ನೂರು ಕಾಂಗ್ರೆಸ್ ಕಚೇರಿ ಶಂಕುಸ್ಥಾಪನೆ ಕಾರ್ಯಕ್ರಮ ಹಮ್ಮಿಕೊಂಡಿದ್ದೇವೆ. ಇದಕ್ಕೆ ಯಾರು ಸಹಕಾರ ನೀಡಿದ್ದಾರೆ, ನೀಡಿಲ್ಲ ಎಂದು ಪಟ್ಟಿ ನೀಡಿ ಎಂದು ಎಐಸಿಸಿ ನಾಯಕರು ತಿಳಿಸಿದ್ದಾರೆ. ಕೆಲವರು ಆಸಕ್ತಿ ತೋರಿದ್ದಾರೆ, ಕೆಲವರು ಆಸಕ್ತಿ ತೋರಿಲ್ಲ. ಕೆಲವರಿಗೆ ಕೇವಲ ಅಧಿಕಾರ ಮಾತ್ರ ಬೇಕು. ಈ ಕಾಂಗ್ರೆಸ್ ಕಚೇರಿ ದೇವಾಲಯ ಎಂಬುದನ್ನು ಕೆಲವರು ಮರೆತಿದ್ದಾರೆ. ಇದಕ್ಕೆ ನಾನು ಉತ್ತರ ನೀಡುವುದಿಲ್ಲ. ದೆಹಲಿ ನಾಯಕರು ಸರಿಯಾದ ಸಮಯದಲ್ಲಿ ಉತ್ತರ ನೀಡುತ್ತಾರೆ. ನಾನು ಎಷ್ಟು ದಿನ ಇರುತ್ತೇನೋ ಗೊತ್ತಿಲ್ಲ. ನಾನು ಅವಧಿಯಲ್ಲಿ ನೂರು ಕಾಂಗ್ರೆಸ್ ಕಚೇರಿ ಮಾಡಬೇಕು ಎಂಬುದು ನನ್ನ ಬಯಕೆ. ಈ ಸಂದರ್ಭದಲ್ಲಿ ಗಾಂಧಿ ಭಾರತ ಎಂಬ ಪುಸ್ತಕ ಬಿಡುಗಡೆ ಮಾಡಲಾಗುವುದು. xyxy=(237,216,329,330)
twitter-icon[interactable] xyxy=(119,146,127,154)
photo-caption-top: ತಾಪಂ, ಜಿಪಂ xyxy=(339,220,393,234)
hindi-title: पंचायत स्वराज समाचारवृत्तपत्र xyxy=(382,145,585,165)
newspaper-page xyxy=(38,38,797,1278)
svg-text:ಪ: ಪ xyxy=(69,95,75,106)
rni-number: RNI NO: KARBIL/2022/83794 xyxy=(675,78,776,87)
